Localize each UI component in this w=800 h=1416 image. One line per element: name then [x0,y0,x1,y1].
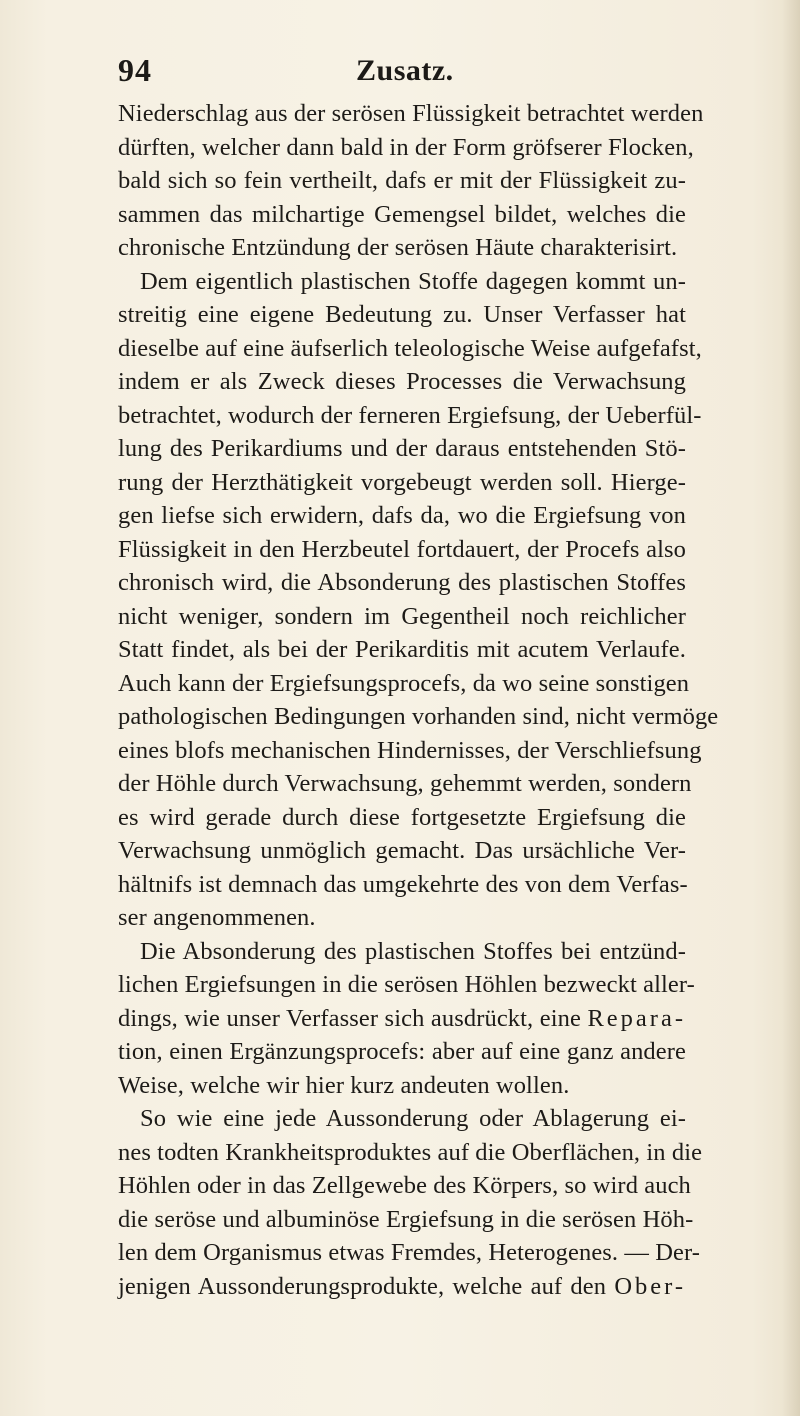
text-line: es wird gerade durch diese fortgesetzte Ergiefsung die [118,803,686,831]
text-line: ser angenommenen. [118,904,316,931]
text-line: tion, einen Ergänzungsprocefs: aber auf eine ganz andere [118,1038,686,1065]
page-number: 94 [118,52,152,88]
emphasized-word: Repara- [587,1004,686,1032]
text-line: indem er als Zweck dieses Processes die Verwachsung [118,368,686,395]
text-line: chronische Entzündung der serösen Häute charakterisirt. [118,234,678,261]
running-head: Zusatz. [356,54,454,87]
text-line: Höhlen oder in das Zellgewebe des Körpers, so wird auch [118,1172,691,1199]
text-line: betrachtet, wodurch der ferneren Ergiefsung, der Ueberfül- [118,401,702,429]
text-line: Weise, welche wir hier kurz andeuten wollen. [118,1071,570,1099]
text-line: lichen Ergiefsungen in die serösen Höhlen bezweckt aller- [118,971,695,998]
body-text [118,97,719,1303]
text-line: dieselbe auf eine äufserlich teleologische Weise aufgefafst, [118,334,702,362]
page-header [118,52,683,92]
text-line: lung des Perikardiums und der daraus entstehenden Stö- [118,435,686,462]
text-line: rung der Herzthätigkeit vorgebeugt werden soll. Hierge- [118,468,686,496]
text-segment: dings, wie unser Verfasser sich ausdrückt, eine [118,1004,581,1032]
text-line: len dem Organismus etwas Fremdes, Heterogenes. — Der- [118,1239,700,1266]
emphasized-word: Ober- [614,1272,686,1300]
text-line: So wie eine jede Aussonderung oder Ablagerung ei- [140,1105,686,1132]
text-line: Statt findet, als bei der Perikarditis mit acutem Verlaufe. [118,636,686,663]
page-edge-shadow [782,0,800,1416]
text-line: chronisch wird, die Absonderung des plastischen Stoffes [118,569,686,596]
text-line: sammen das milchartige Gemengsel bildet, welches die [118,200,686,228]
text-line: dürften, welcher dann bald in der Form gröfserer Flocken, [118,133,694,161]
text-line: Flüssigkeit in den Herzbeutel fortdauert, der Procefs also [118,535,686,563]
text-line: bald sich so fein vertheilt, dafs er mit der Flüssigkeit zu- [118,167,686,194]
text-line: hältnifs ist demnach das umgekehrte des von dem Verfas- [118,870,688,898]
text-line: gen liefse sich erwidern, dafs da, wo die Ergiefsung von [118,502,686,529]
text-line: nicht weniger, sondern im Gegentheil noch reichlicher [118,602,686,630]
text-line: streitig eine eigene Bedeutung zu. Unser Verfasser hat [118,301,686,328]
text-line: der Höhle durch Verwachsung, gehemmt werden, sondern [118,770,692,797]
text-line: die seröse und albuminöse Ergiefsung in die serösen Höh- [118,1205,694,1233]
text-line: Niederschlag aus der serösen Flüssigkeit betrachtet werden [118,100,704,127]
text-line: eines blofs mechanischen Hindernisses, der Verschliefsung [118,736,702,764]
text-line: Dem eigentlich plastischen Stoffe dagegen kommt un- [140,267,686,295]
text-line-with-emphasis [118,1270,686,1304]
text-line-with-emphasis [118,1002,686,1036]
text-line: nes todten Krankheitsproduktes auf die Oberflächen, in die [118,1138,703,1166]
text-segment: jenigen Aussonderungsprodukte, welche auf den [118,1272,607,1300]
text-line: Auch kann der Ergiefsungsprocefs, da wo seine sonstigen [118,669,690,697]
text-line: Die Absonderung des plastischen Stoffes bei entzünd- [140,937,686,965]
text-line: Verwachsung unmöglich gemacht. Das ursächliche Ver- [118,837,686,864]
text-line: pathologischen Bedingungen vorhanden sind, nicht vermöge [118,703,719,730]
